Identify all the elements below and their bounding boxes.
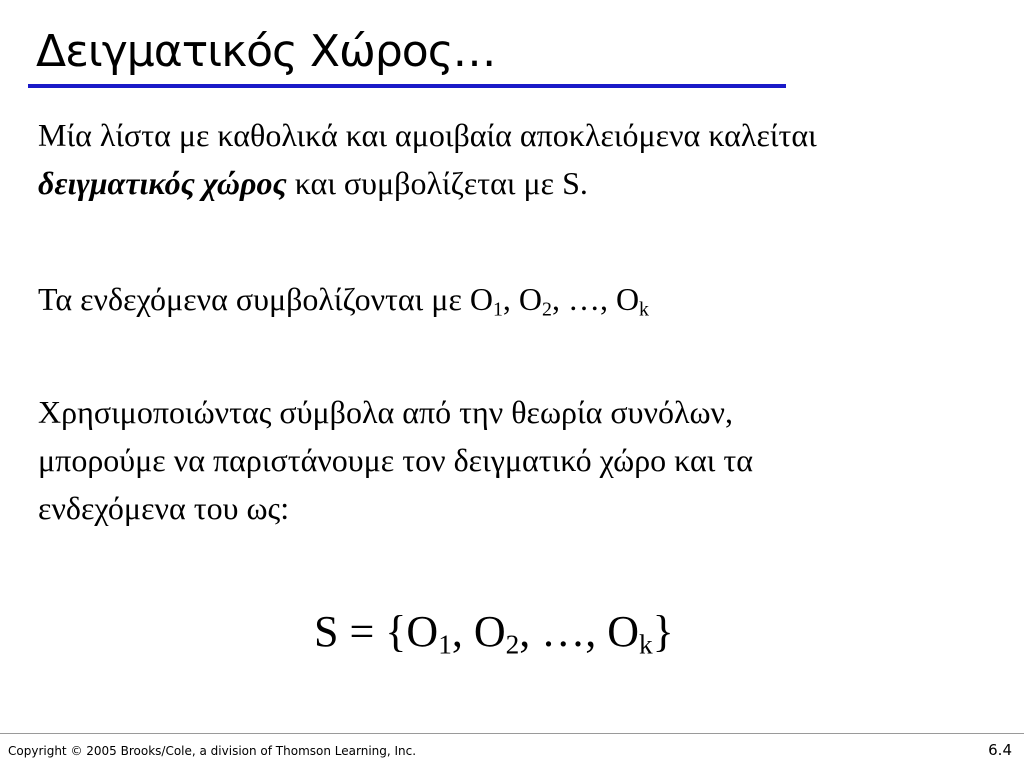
formula-separator-2: , …, O: [519, 607, 640, 656]
paragraph3-line3: ενδεχόμενα του ως:: [38, 490, 290, 526]
outcomes-prefix: Τα ενδεχόμενα συμβολίζονται με O: [38, 281, 493, 317]
paragraph1-line2: [38, 159, 817, 207]
outcome-subscript-2: 2: [542, 298, 552, 321]
slide-title: Δειγματικός Χώρος…: [36, 26, 496, 77]
outcomes-separator-1: , O: [502, 281, 543, 317]
paragraph1-line2-rest: και συμβολίζεται με S.: [286, 165, 588, 201]
sample-space-term: δειγματικός χώρος: [38, 165, 287, 201]
paragraph1-line1: Μία λίστα με καθολικά και αμοιβαία αποκλειόμενα καλείται: [38, 117, 817, 153]
paragraph3-line2: μπορούμε να παριστάνουμε τον δειγματικό χώρο και τα: [38, 442, 754, 478]
outcome-subscript-1: 1: [492, 298, 503, 321]
paragraph-set-notation: [38, 388, 753, 532]
title-underline: [28, 84, 786, 88]
paragraph3-line1: Χρησιμοποιώντας σύμβολα από την θεωρία συνόλων,: [38, 394, 733, 430]
paragraph-outcomes-notation: [38, 275, 649, 323]
formula-subscript-k: k: [639, 629, 653, 660]
copyright-notice: Copyright © 2005 Brooks/Cole, a division of Thomson Learning, Inc.: [8, 744, 417, 758]
page-number: 6.4: [988, 741, 1012, 759]
paragraph-sample-space-definition: [38, 111, 817, 207]
formula-subscript-1: 1: [438, 629, 452, 660]
footer-divider: [0, 733, 1024, 734]
formula-separator-1: , O: [451, 607, 506, 656]
outcomes-separator-2: , …, O: [551, 281, 640, 317]
outcome-subscript-k: k: [639, 298, 649, 321]
formula-suffix: }: [652, 607, 674, 656]
sample-space-formula: [314, 602, 674, 662]
formula-subscript-2: 2: [505, 629, 520, 660]
formula-prefix: S = {O: [314, 607, 439, 656]
